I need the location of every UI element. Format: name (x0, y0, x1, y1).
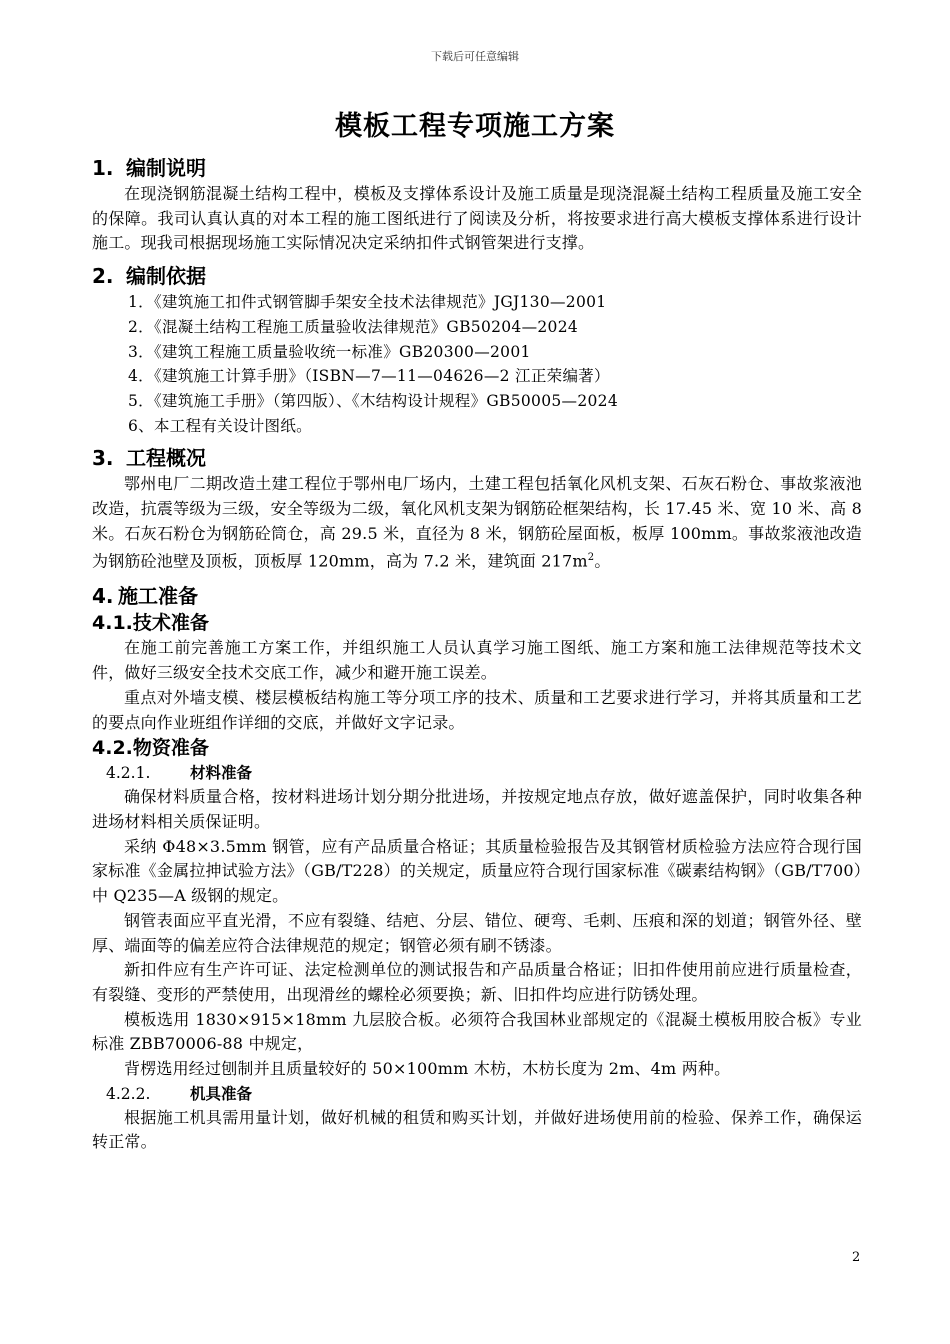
reference-item: 4．《建筑施工计算手册》（ISBN—7—11—04626—2 江正荣编著） (128, 367, 610, 386)
superscript: 2 (587, 552, 595, 564)
subsection-number: 4.2.1. (106, 764, 151, 783)
section-number: 4. (92, 584, 114, 609)
subsection-number: 4.2.2. (106, 1084, 151, 1103)
section-title: 编制依据 (126, 264, 206, 289)
reference-item: 3．《建筑工程施工质量验收统一标准》GB20300—2001 (128, 342, 531, 361)
subsection-4-2-2-heading (92, 1082, 862, 1106)
section-title: 编制说明 (126, 156, 206, 180)
section-number: 1. (92, 156, 114, 180)
document-body (92, 154, 862, 1155)
section-1 (92, 154, 862, 256)
paragraph (92, 472, 862, 574)
section-4 (92, 582, 862, 1155)
paragraph: 在现浇钢筋混凝土结构工程中，模板及支撑体系设计及施工质量是现浇混凝土结构工程质量及施工安全的保障。我司认真认真的对本工程的施工图纸进行了阅读及分析，将按要求进行高大模板支撑体系进行设计施工。现我司根据现场施工实际情况决定采纳扣件式钢管架进行支撑。 (92, 184, 862, 253)
subsection-title: 材料准备 (190, 764, 253, 783)
reference-item: 5．《建筑施工手册》（第四版）、《木结构设计规程》GB50005—2024 (128, 391, 618, 410)
paragraph: 模板选用 1830×915×18mm 九层胶合板。必须符合我国林业部规定的《混凝土模板用胶合板》专业标准 ZBB70006-88 中规定， (92, 1009, 862, 1054)
section-3 (92, 444, 862, 574)
subsection-title: 机具准备 (190, 1084, 253, 1103)
section-number: 2. (92, 264, 114, 289)
section-1-heading (92, 154, 862, 182)
paragraph: 新扣件应有生产许可证、法定检测单位的测试报告和产品质量合格证；旧扣件使用前应进行质量检查，有裂缝、变形的严禁使用，出现滑丝的螺栓必须要换；新、旧扣件均应进行防锈处理。 (92, 960, 862, 1004)
section-title: 施工准备 (118, 584, 198, 609)
section-2-heading (92, 262, 862, 290)
section-number: 3. (92, 446, 114, 471)
subsection-4-1-heading: 4.1.技术准备 (92, 612, 209, 635)
reference-item: 2．《混凝土结构工程施工质量验收法律规范》GB50204—2024 (128, 317, 579, 336)
reference-item: 6、本工程有关设计图纸。 (128, 416, 312, 435)
paragraph-end: 。 (594, 551, 611, 571)
subsection-4-2-1-heading (92, 761, 862, 785)
header-note: 下载后可任意编辑 (431, 50, 519, 63)
section-3-heading (92, 444, 862, 472)
paragraph: 钢管表面应平直光滑，不应有裂缝、结疤、分层、错位、硬弯、毛刺、压痕和深的划道；钢管外径、壁厚、端面等的偏差应符合法律规范的规定；钢管必须有刷不锈漆。 (92, 910, 862, 955)
document-title: 模板工程专项施工方案 (335, 111, 615, 142)
section-4-heading (92, 582, 862, 610)
paragraph: 确保材料质量合格，按材料进场计划分期分批进场，并按规定地点存放，做好遮盖保护，同时收集各种进场材料相关质保证明。 (92, 787, 862, 831)
paragraph: 采纳 Φ48×3.5mm 钢管，应有产品质量合格证；其质量检验报告及其钢管材质检验方法应符合现行国家标准《金属拉抻试验方法》（GB/T228）的关规定，质量应符合现行国家标准《碳素结构钢》（GB/T700）中 Q235—A 级钢的规定。 (92, 836, 862, 906)
paragraph: 重点对外墙支模、楼层模板结构施工等分项工序的技术、质量和工艺要求进行学习，并将其质量和工艺的要点向作业班组作详细的交底，并做好文字记录。 (92, 687, 862, 732)
subsection-4-2-heading: 4.2.物资准备 (92, 737, 209, 760)
paragraph: 根据施工机具需用量计划，做好机械的租赁和购买计划，并做好进场使用前的检验、保养工作，确保运转正常。 (92, 1107, 862, 1152)
page-number: 2 (852, 1250, 861, 1265)
section-title: 工程概况 (126, 446, 206, 471)
paragraph: 在施工前完善施工方案工作，并组织施工人员认真学习施工图纸、施工方案和施工法律规范等技术文件，做好三级安全技术交底工作，减少和避开施工误差。 (92, 638, 862, 683)
paragraph: 背楞选用经过刨制并且质量较好的 50×100mm 木枋，木枋长度为 2m、4m 两种。 (124, 1059, 731, 1079)
reference-item: 1．《建筑施工扣件式钢管脚手架安全技术法律规范》JGJ130—2001 (128, 293, 607, 312)
section-2 (92, 262, 862, 438)
paragraph-text: 鄂州电厂二期改造土建工程位于鄂州电厂场内，土建工程包括氧化风机支架、石灰石粉仓、事故浆液池改造，抗震等级为三级，安全等级为二级，氧化风机支架为钢筋砼框架结构，长 17.45 米、宽 10 米、高 8 米。石灰石粉仓为钢筋砼筒仓，高 29.5 米，直径为 8 米，钢筋砼屋面板，板厚 100mm。事故浆液池改造为钢筋砼池壁及顶板，顶板厚 120mm，高为 7.2 米，建筑面 217m (92, 474, 862, 571)
